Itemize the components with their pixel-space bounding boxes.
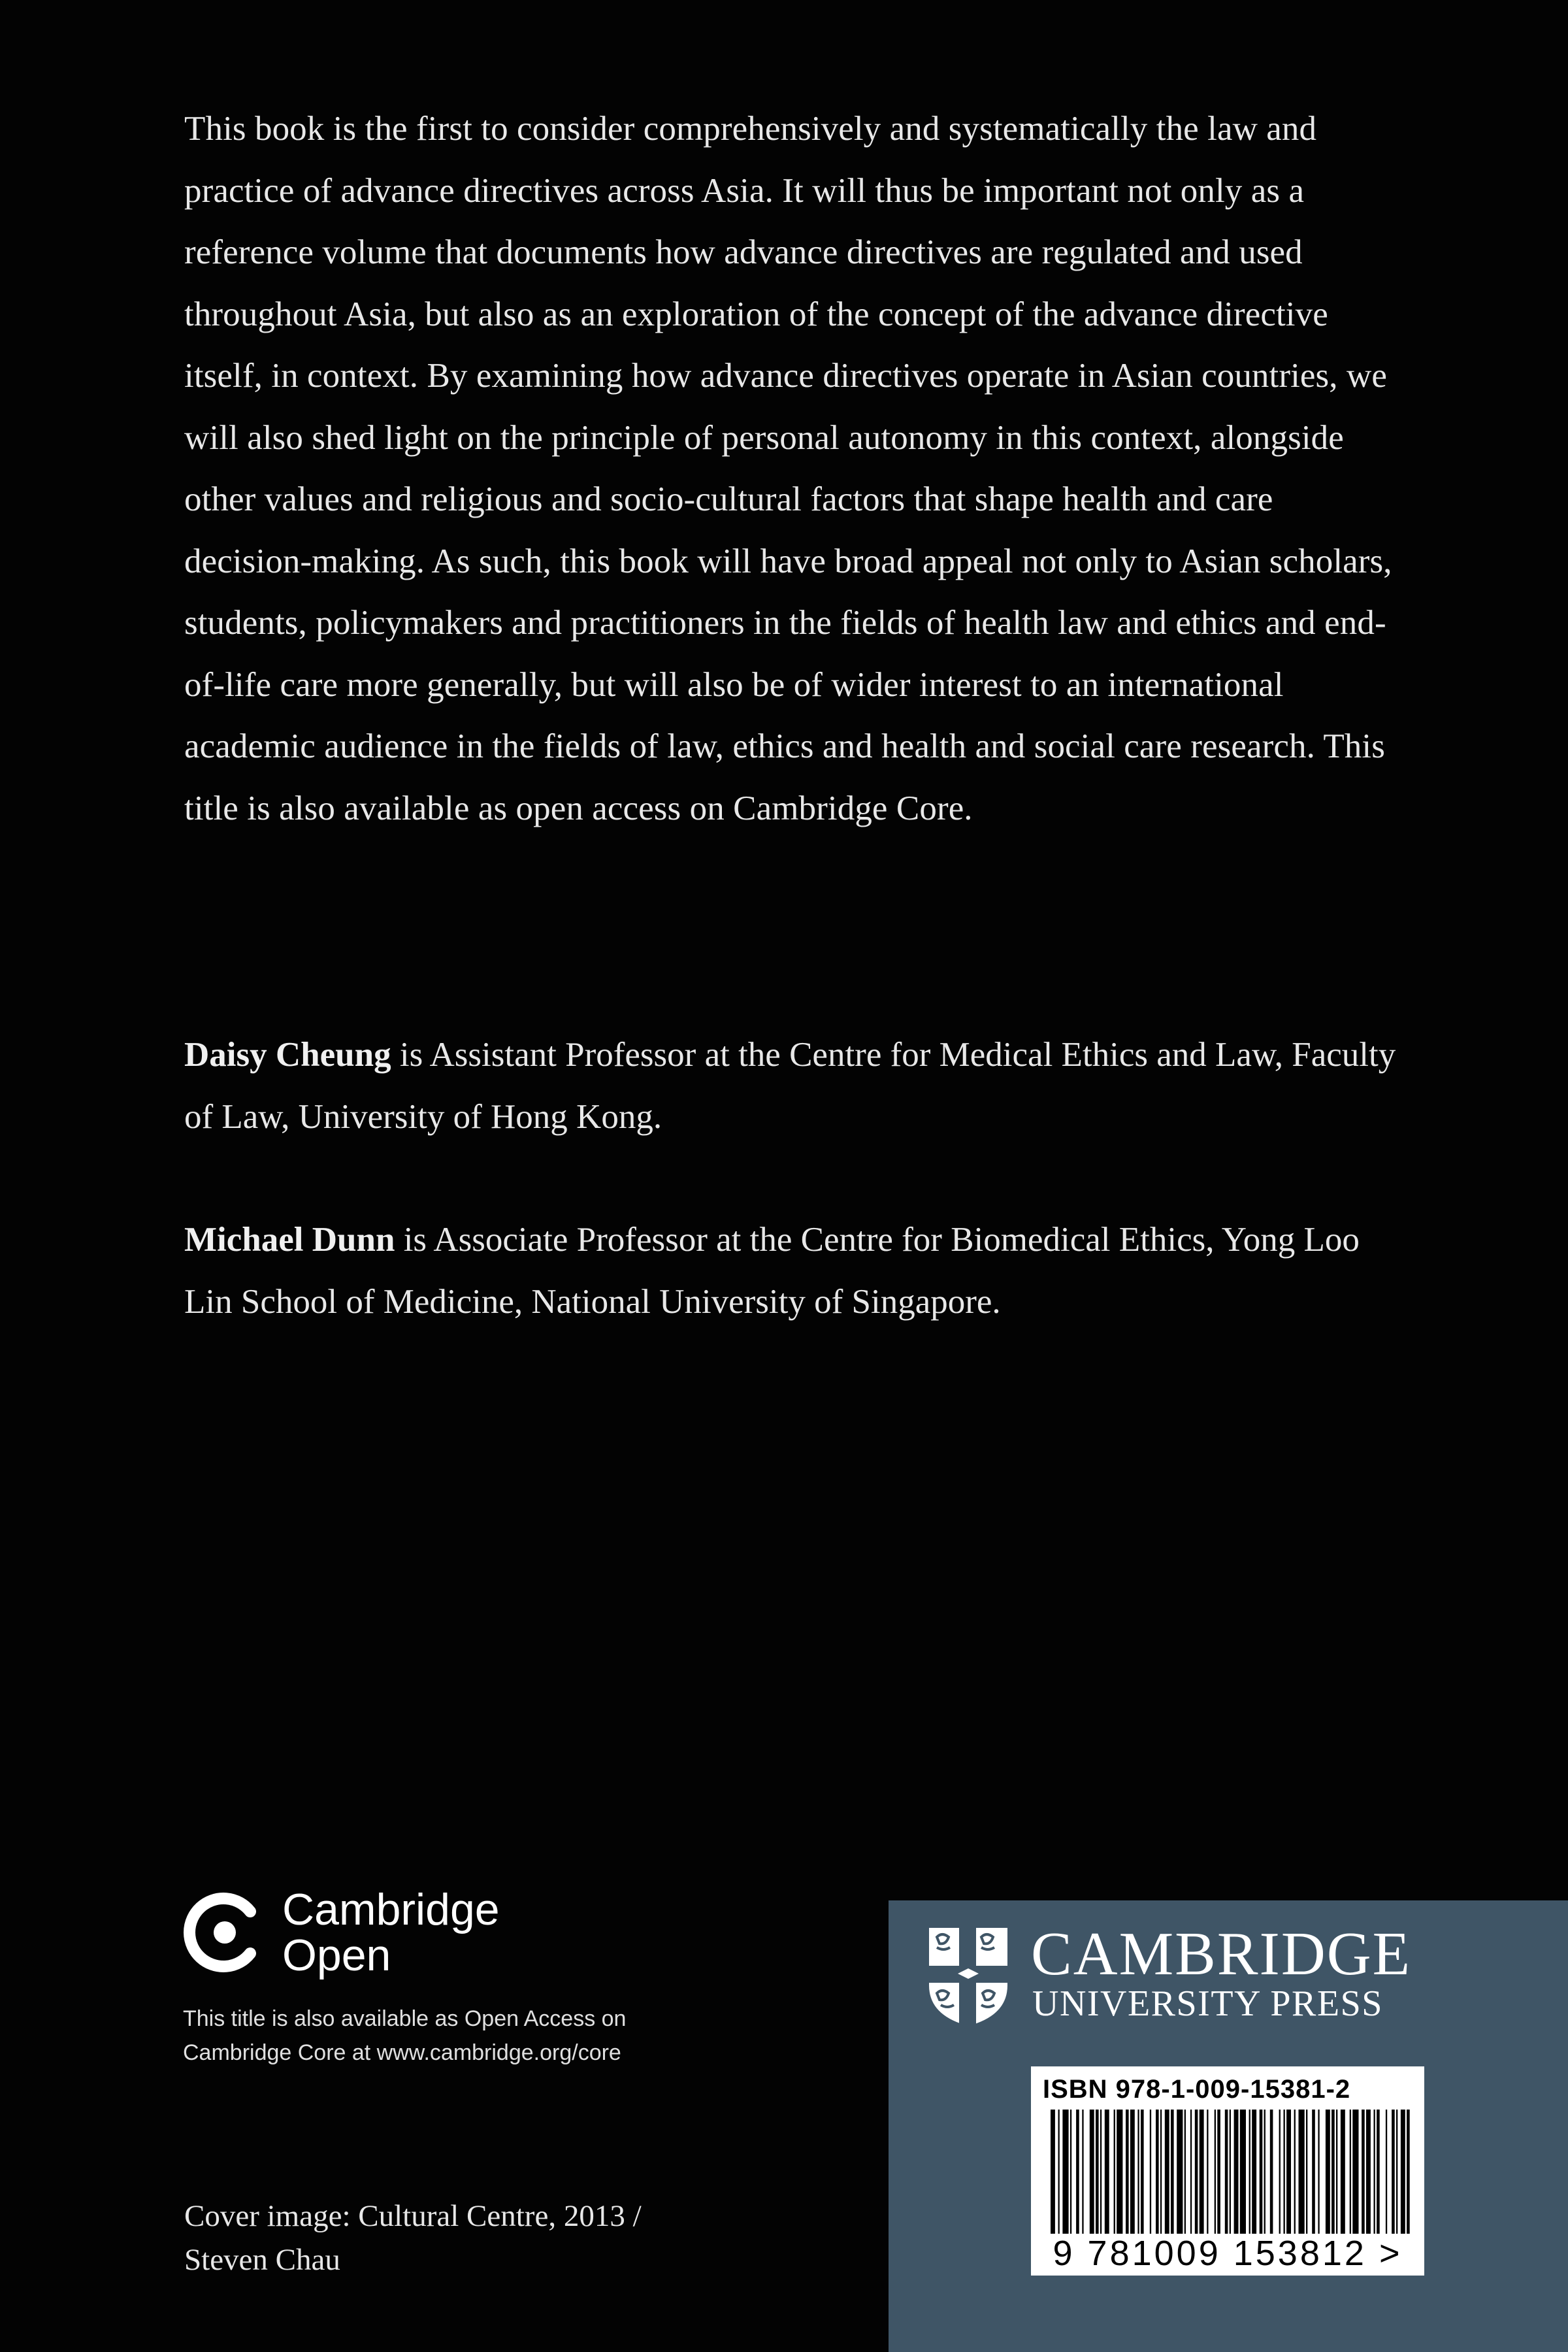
barcode-bar [1090, 2110, 1094, 2234]
barcode-bars [1051, 2110, 1410, 2234]
barcode-bar [1076, 2110, 1079, 2234]
barcode-bar [1284, 2110, 1285, 2234]
barcode-bar [1240, 2110, 1246, 2234]
barcode-bar [1200, 2110, 1204, 2234]
barcode-bar [1374, 2110, 1375, 2234]
author-bio-text-2: is Associate Professor at the Centre for Biomedical Ethics, Yong Loo Lin School of Medicine, National University of Singapore. [184, 1221, 1360, 1321]
open-access-note-line2: Cambridge Core at www.cambridge.org/core [183, 2040, 621, 2065]
barcode-bar [1130, 2110, 1135, 2234]
barcode-bar [1051, 2110, 1055, 2234]
barcode-bar [1062, 2110, 1068, 2234]
publisher-name: CAMBRIDGE [1031, 1920, 1412, 1988]
barcode-bar [1195, 2110, 1198, 2234]
open-access-note-line1: This title is also available as Open Access on [183, 2006, 627, 2031]
publisher-subtitle: UNIVERSITY PRESS [1032, 1983, 1383, 2024]
barcode-bar [1171, 2110, 1174, 2234]
barcode-bar [1326, 2110, 1330, 2234]
barcode-bar [1117, 2110, 1122, 2234]
author-name-1: Daisy Cheung [184, 1036, 391, 1074]
barcode-bar [1215, 2110, 1216, 2234]
barcode-bar [1264, 2110, 1266, 2234]
isbn-digits: 9 781009 153812 > [1053, 2234, 1403, 2273]
barcode-bar [1252, 2110, 1256, 2234]
author-name-2: Michael Dunn [184, 1221, 395, 1259]
barcode-bar [1260, 2110, 1263, 2234]
barcode-bar [1234, 2110, 1239, 2234]
author-bio-text-1: is Assistant Professor at the Centre for Medical Ethics and Law, Faculty of Law, University of Hong Kong. [184, 1036, 1396, 1136]
barcode-bar [1386, 2110, 1387, 2234]
barcode-bar [1096, 2110, 1099, 2234]
open-access-note [183, 2002, 771, 2070]
barcode-bar [1392, 2110, 1395, 2234]
barcode-bar [1377, 2110, 1380, 2234]
barcode-bar [1407, 2110, 1410, 2234]
barcode-bar [1184, 2110, 1186, 2234]
cover-image-credit [184, 2195, 772, 2282]
cover-credit-line2: Steven Chau [184, 2243, 340, 2277]
university-crest-icon [926, 1925, 1010, 2029]
barcode-bar [1100, 2110, 1102, 2234]
book-description: This book is the first to consider comprehensively and systematically the law and practice of advance directives across Asia. It will thus be important not only as a reference volume that documents how advance directives are regulated and used throughout Asia, but also as an exploration of the concept of the advance directive itself, in context. By examining how advance directives operate in Asian countries, we will also shed light on the principle of personal autonomy in this context, alongside other values and religious and socio-cultural factors that shape health and care decision-making. As such, this book will have broad appeal not only to Asian scholars, students, policymakers and practitioners in the fields of health law and ethics and end-of-life care more generally, but will also be of wider interest to an international academic audience in the fields of law, ethics and health and social care research. This title is also available as open access on Cambridge Core. [184, 110, 1392, 827]
barcode-bar [1156, 2110, 1159, 2234]
barcode-bar [1207, 2110, 1208, 2234]
barcode-bar [1270, 2110, 1273, 2234]
publisher-panel [889, 1900, 1568, 2352]
barcode-bar [1160, 2110, 1162, 2234]
barcode-bar [1141, 2110, 1144, 2234]
barcode-bar [1318, 2110, 1319, 2234]
cover-credit-line1: Cover image: Cultural Centre, 2013 / [184, 2199, 642, 2233]
isbn-barcode [1031, 2066, 1424, 2276]
barcode-bar [1286, 2110, 1291, 2234]
barcode-bar [1306, 2110, 1307, 2234]
cambridge-open-line1: Cambridge [282, 1885, 500, 1934]
barcode-bar [1362, 2110, 1365, 2234]
isbn-label: ISBN 978-1-009-15381-2 [1043, 2075, 1351, 2104]
barcode-bar [1350, 2110, 1351, 2234]
barcode-bar [1165, 2110, 1169, 2234]
barcode-bar [1352, 2110, 1358, 2234]
barcode-bar [1279, 2110, 1281, 2234]
barcode-bar [1058, 2110, 1060, 2234]
barcode-bar [1217, 2110, 1220, 2234]
author-bio-2 [184, 1209, 1406, 1333]
barcode-bar [1396, 2110, 1397, 2234]
barcode-bar [1190, 2110, 1192, 2234]
barcode-bar [1336, 2110, 1337, 2234]
barcode-bar [1137, 2110, 1139, 2234]
barcode-bar [1082, 2110, 1083, 2234]
cambridge-open-logo-icon [183, 1892, 264, 1973]
barcode-bar [1126, 2110, 1129, 2234]
barcode-bar [1401, 2110, 1405, 2234]
barcode-bar [1299, 2110, 1305, 2234]
barcode-bar [1341, 2110, 1345, 2234]
barcode-bar [1150, 2110, 1151, 2234]
barcode-bar [1230, 2110, 1231, 2234]
cambridge-open-wordmark [282, 1887, 609, 1978]
barcode-bar [1105, 2110, 1109, 2234]
barcode-bar [1366, 2110, 1371, 2234]
barcode-bar [1249, 2110, 1250, 2234]
barcode-bar [1312, 2110, 1315, 2234]
cambridge-open-line2: Open [282, 1930, 391, 1980]
barcode-bar [1331, 2110, 1335, 2234]
barcode-bar [1114, 2110, 1115, 2234]
barcode-bar [1177, 2110, 1183, 2234]
barcode-bar [1225, 2110, 1228, 2234]
author-bio-1 [184, 1024, 1406, 1148]
barcode-bar [1070, 2110, 1071, 2234]
barcode-bar [1294, 2110, 1296, 2234]
